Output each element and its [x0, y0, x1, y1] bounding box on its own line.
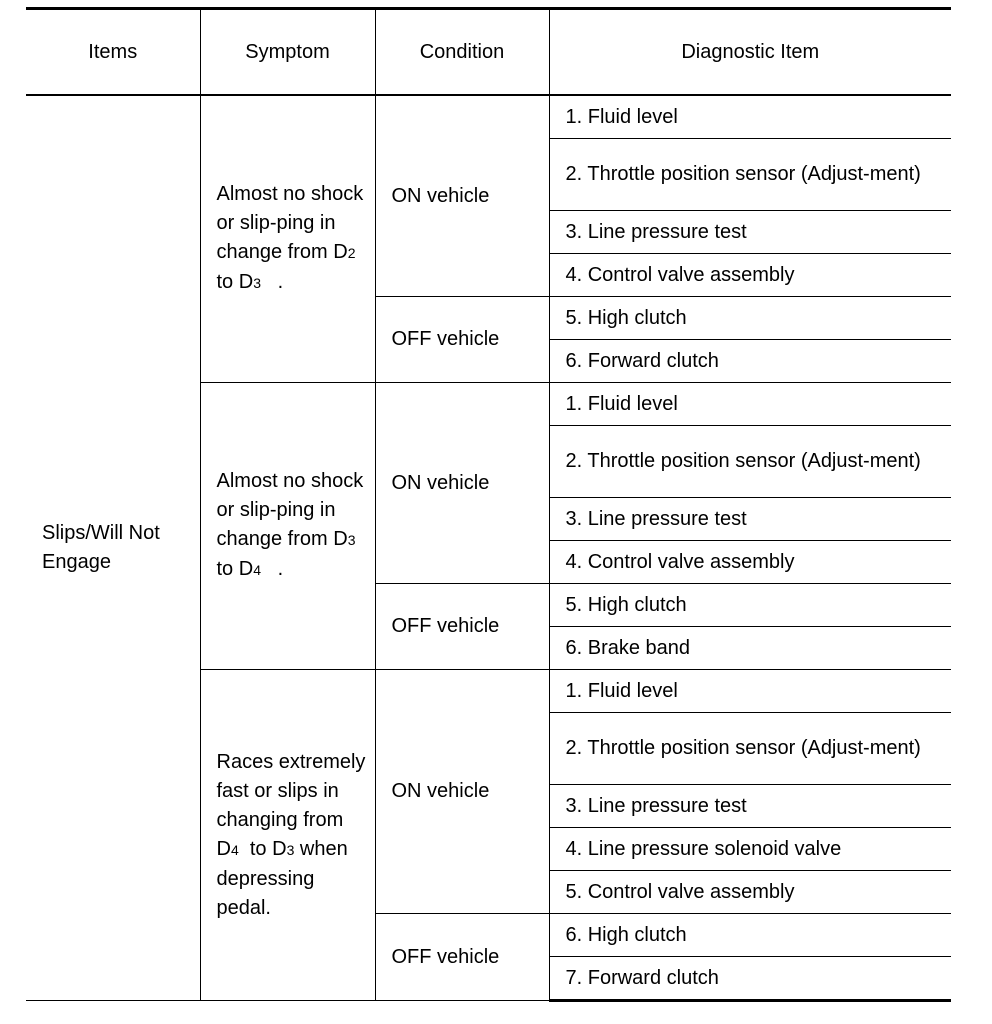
gear-from: D3	[333, 528, 356, 550]
diagnostic-item: 2. Throttle position sensor (Adjust-ment)	[549, 713, 951, 785]
diagnostic-item: 3. Line pressure test	[549, 211, 951, 254]
header-items: Items	[26, 9, 200, 96]
diagnostic-item: 2. Throttle position sensor (Adjust-ment)	[549, 426, 951, 498]
header-diagnostic-item: Diagnostic Item	[549, 9, 951, 96]
diagnostic-item: 2. Throttle position sensor (Adjust-ment)	[549, 139, 951, 211]
diagnostic-item: 3. Line pressure test	[549, 498, 951, 541]
condition-off-vehicle: OFF vehicle	[375, 584, 549, 670]
condition-on-vehicle: ON vehicle	[375, 95, 549, 297]
condition-on-vehicle: ON vehicle	[375, 383, 549, 584]
diagnostic-table	[26, 7, 951, 1002]
diagnostic-item: 5. Control valve assembly	[549, 871, 951, 914]
condition-off-vehicle: OFF vehicle	[375, 914, 549, 1001]
diagnostic-item: 6. Brake band	[549, 627, 951, 670]
diagnostic-item: 4. Control valve assembly	[549, 541, 951, 584]
symptom-cell: Almost no shock or slip-ping in change from D3 to D4 .	[200, 383, 375, 670]
gear-from: D4	[216, 837, 239, 860]
diagnostic-item: 5. High clutch	[549, 297, 951, 340]
table-row	[26, 95, 951, 139]
condition-on-vehicle: ON vehicle	[375, 670, 549, 914]
diagnostic-table-container	[26, 7, 951, 1002]
symptom-cell: Races extremely fast or slips in changing from D4 to D3 when depressing pedal.	[200, 670, 375, 1001]
diagnostic-item: 1. Fluid level	[549, 670, 951, 713]
header-row	[26, 9, 951, 96]
diagnostic-item: 1. Fluid level	[549, 95, 951, 139]
gear-to: D3	[272, 837, 295, 860]
header-symptom: Symptom	[200, 9, 375, 96]
item-cell: Slips/Will Not Engage	[26, 95, 200, 1001]
diagnostic-item: 1. Fluid level	[549, 383, 951, 426]
diagnostic-item: 4. Line pressure solenoid valve	[549, 828, 951, 871]
gear-to: D3	[238, 271, 261, 293]
table-header	[26, 9, 951, 96]
gear-to: D4	[238, 558, 261, 580]
table-body	[26, 95, 951, 1001]
condition-off-vehicle: OFF vehicle	[375, 297, 549, 383]
diagnostic-item: 6. High clutch	[549, 914, 951, 957]
diagnostic-item: 3. Line pressure test	[549, 785, 951, 828]
diagnostic-item: 6. Forward clutch	[549, 340, 951, 383]
diagnostic-item: 5. High clutch	[549, 584, 951, 627]
header-condition: Condition	[375, 9, 549, 96]
diagnostic-item: 4. Control valve assembly	[549, 254, 951, 297]
gear-from: D2	[333, 241, 356, 263]
diagnostic-item: 7. Forward clutch	[549, 957, 951, 1001]
symptom-cell: Almost no shock or slip-ping in change from D2 to D3 .	[200, 95, 375, 383]
